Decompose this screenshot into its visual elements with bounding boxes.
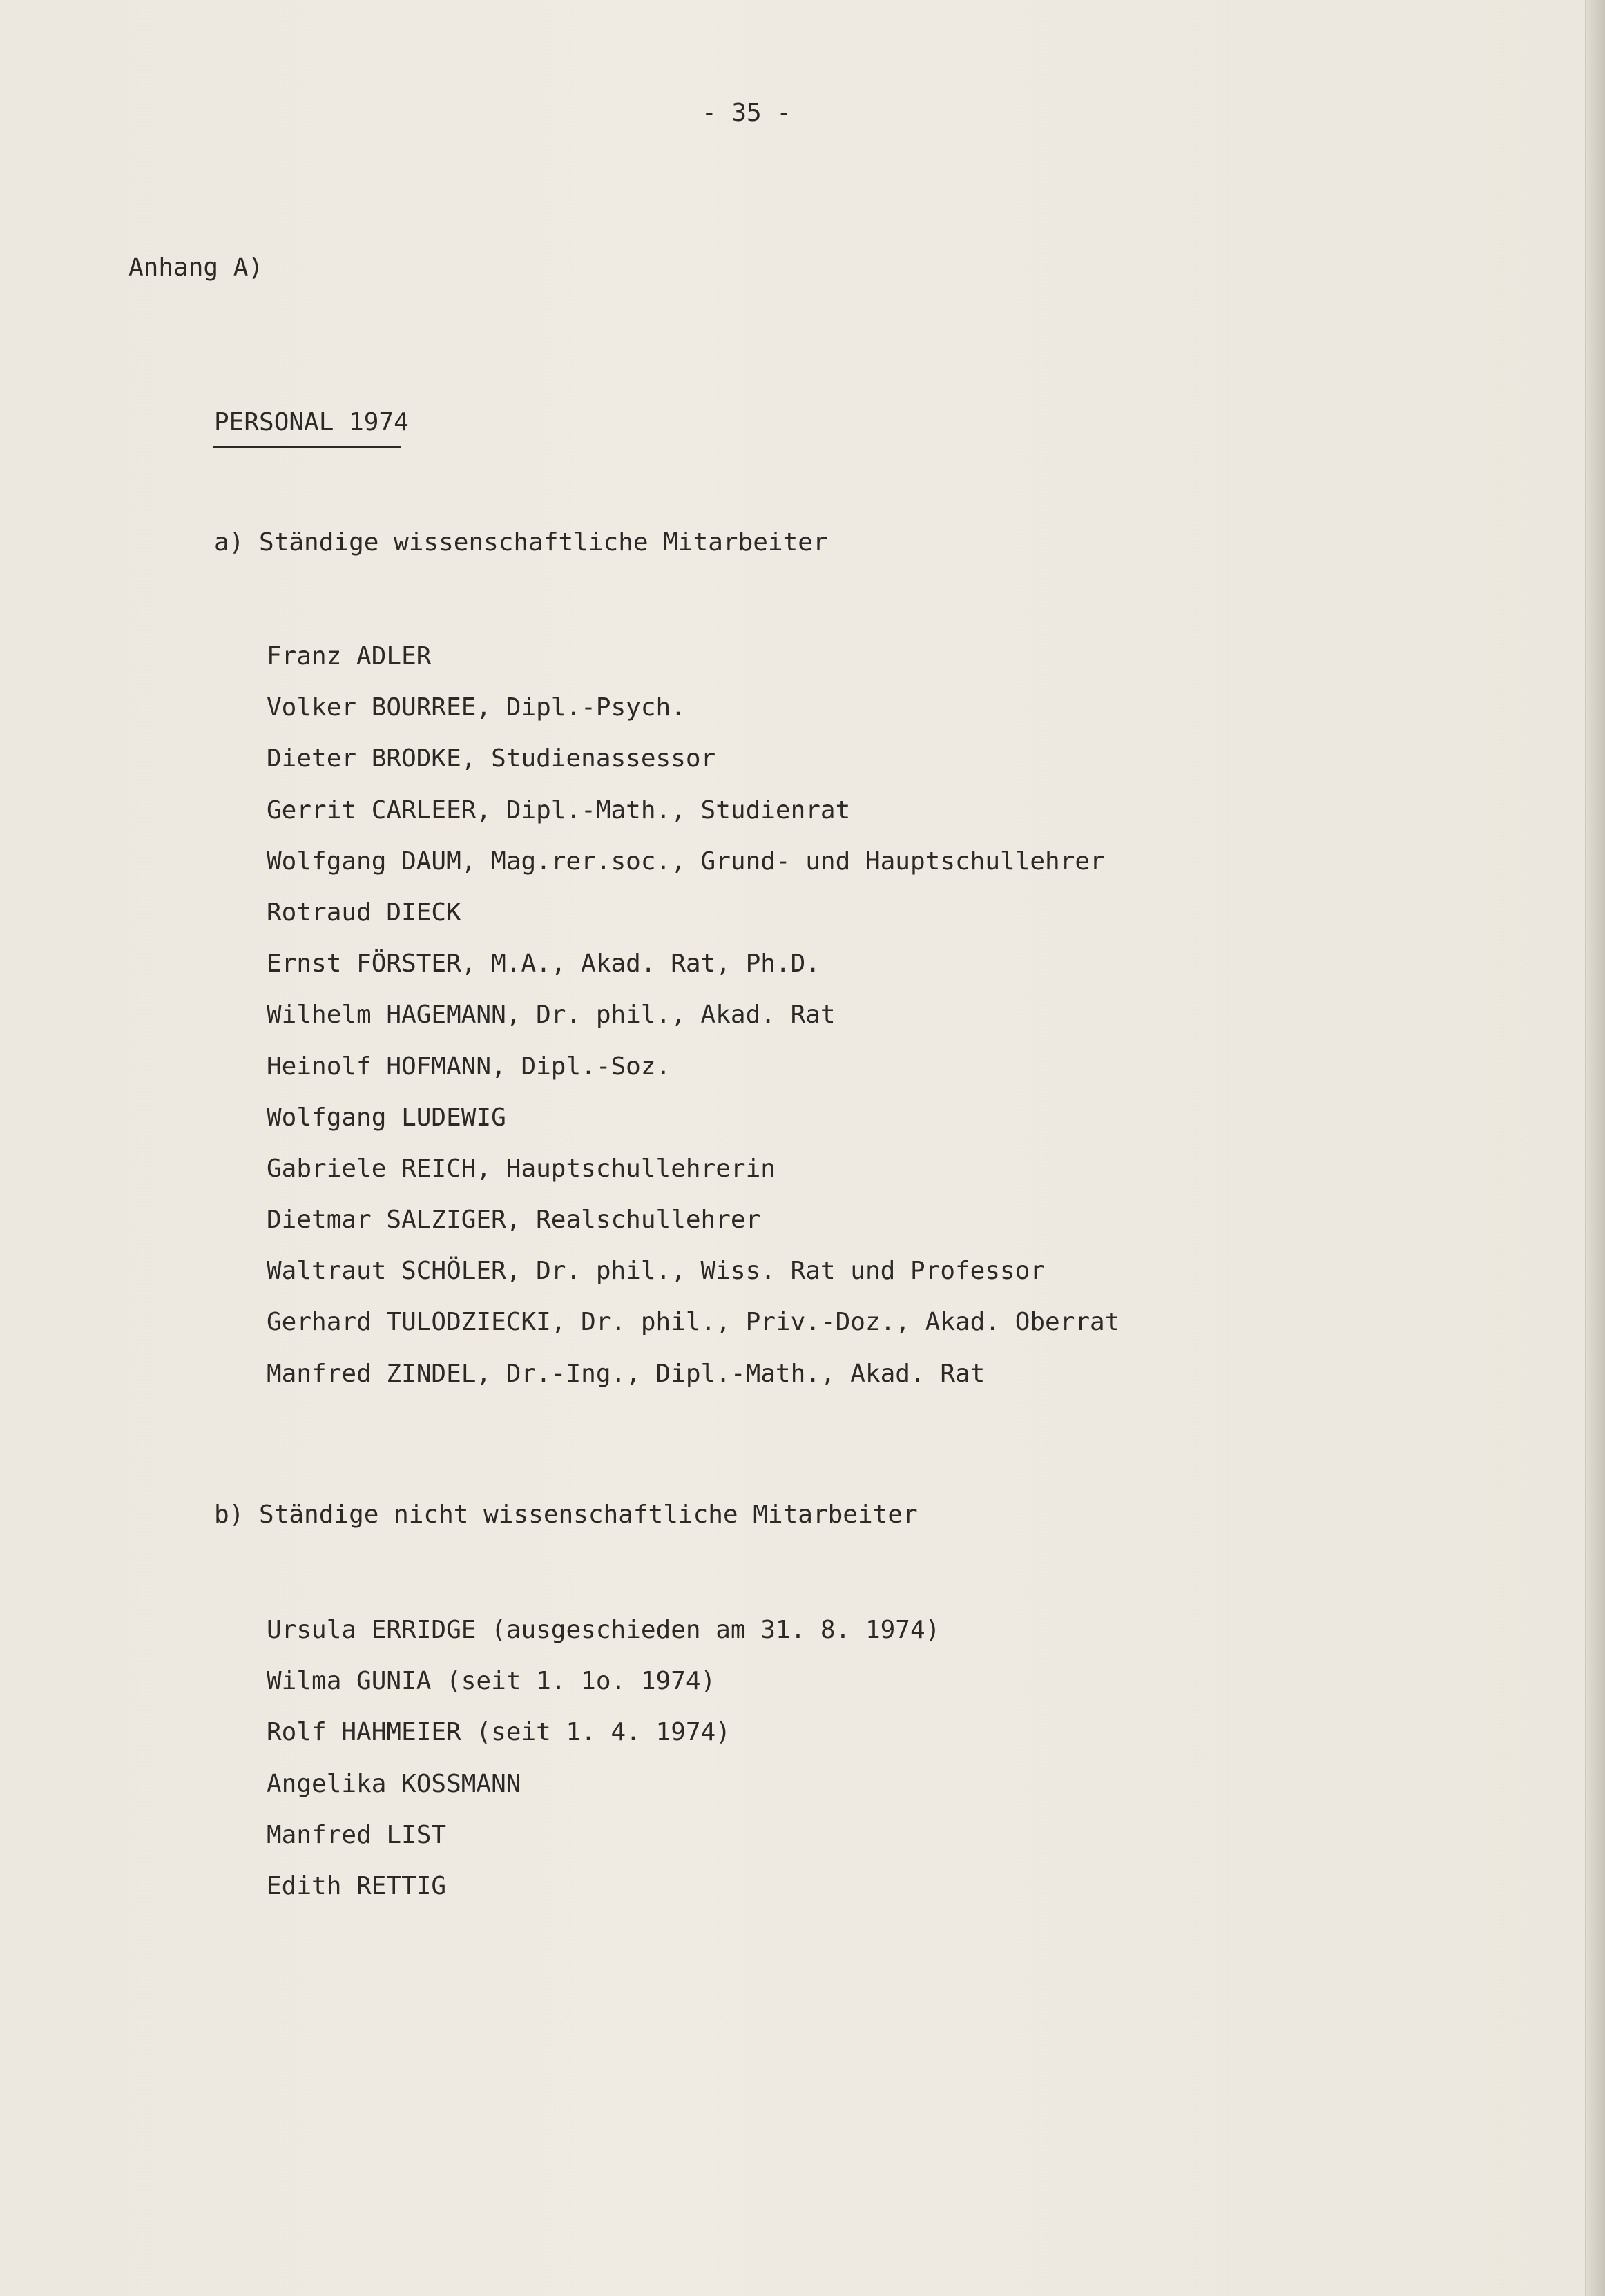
list-item: Ursula ERRIDGE (ausgeschieden am 31. 8. 1974) [267, 1616, 941, 1644]
appendix-label: Anhang A) [128, 253, 264, 282]
list-item: Heinolf HOFMANN, Dipl.-Soz. [267, 1052, 671, 1081]
list-item: Rotraud DIECK [267, 898, 461, 927]
section-title: PERSONAL 1974 [214, 408, 409, 436]
list-item: Rolf HAHMEIER (seit 1. 4. 1974) [267, 1718, 731, 1747]
group-a-heading: a) Ständige wissenschaftliche Mitarbeiter [214, 528, 828, 557]
section-title-underline [213, 446, 401, 448]
list-item: Dieter BRODKE, Studienassessor [267, 744, 716, 773]
list-item: Gerhard TULODZIECKI, Dr. phil., Priv.-Doz., Akad. Oberrat [267, 1308, 1120, 1337]
list-item: Wolfgang LUDEWIG [267, 1103, 506, 1132]
list-item: Edith RETTIG [267, 1871, 447, 1900]
list-item: Waltraut SCHÖLER, Dr. phil., Wiss. Rat und Professor [267, 1257, 1046, 1286]
list-item: Manfred ZINDEL, Dr.-Ing., Dipl.-Math., Akad. Rat [267, 1359, 986, 1388]
list-item: Manfred LIST [267, 1820, 447, 1849]
list-item: Wolfgang DAUM, Mag.rer.soc., Grund- und Hauptschullehrer [267, 847, 1105, 876]
list-item: Franz ADLER [267, 642, 432, 671]
page-edge-shadow [1586, 0, 1605, 2296]
list-item: Wilma GUNIA (seit 1. 1o. 1974) [267, 1667, 716, 1696]
list-item: Angelika KOSSMANN [267, 1769, 521, 1798]
group-b-heading: b) Ständige nicht wissenschaftliche Mitarbeiter [214, 1501, 918, 1529]
list-item: Gabriele REICH, Hauptschullehrerin [267, 1154, 776, 1183]
list-item: Volker BOURREE, Dipl.-Psych. [267, 693, 686, 722]
list-item: Dietmar SALZIGER, Realschullehrer [267, 1206, 761, 1235]
page-number: - 35 - [702, 99, 792, 127]
list-item: Ernst FÖRSTER, M.A., Akad. Rat, Ph.D. [267, 949, 820, 978]
group-b-member-list [267, 1605, 940, 1912]
list-item: Wilhelm HAGEMANN, Dr. phil., Akad. Rat [267, 1001, 836, 1030]
list-item: Gerrit CARLEER, Dipl.-Math., Studienrat [267, 795, 851, 824]
group-a-member-list [267, 631, 1119, 1400]
